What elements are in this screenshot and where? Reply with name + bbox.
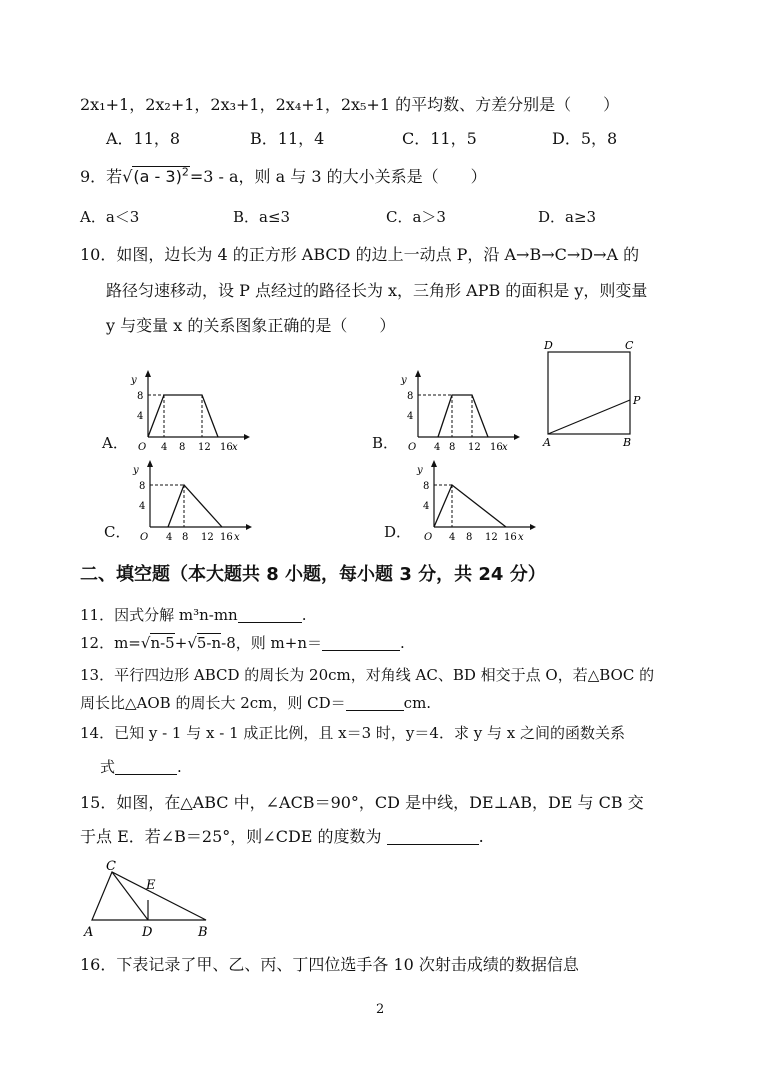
y-tick-4: 4 <box>407 411 414 422</box>
q14-answer-blank[interactable] <box>115 758 177 775</box>
x-tick-16: 16 <box>220 442 233 453</box>
q15-line1: 15．如图，在△ABC 中，∠ACB＝90°，CD 是中线，DE⊥AB，DE 与 CB 交 <box>80 793 644 812</box>
y-tick-8: 8 <box>139 481 146 492</box>
point-p: P <box>633 394 641 407</box>
q10-graph-d <box>406 455 536 545</box>
x-tick-8: 8 <box>179 442 186 453</box>
q13-line2b: cm. <box>403 694 432 712</box>
point-e: E <box>146 878 156 893</box>
q14-line2b: . <box>177 758 182 776</box>
q8-option-b: B．11，4 <box>250 129 325 148</box>
x-tick-4: 4 <box>166 532 173 543</box>
q16-text: 16．下表记录了甲、乙、丙、丁四位选手各 10 次射击成绩的数据信息 <box>80 955 579 974</box>
y-axis-arrow-icon <box>431 460 437 467</box>
q9-option-a: A．a＜3 <box>80 208 140 226</box>
graph-line <box>148 395 218 437</box>
q13-line1: 13．平行四边形 ABCD 的周长为 20cm，对角线 AC、BD 相交于点 O，若△BOC 的 <box>80 666 655 684</box>
y-axis-label: y <box>133 465 139 476</box>
q8-option-a: A．11，8 <box>106 129 181 148</box>
q10-label-d: D． <box>384 523 412 541</box>
y-axis-label: y <box>417 465 423 476</box>
x-tick-8: 8 <box>449 442 456 453</box>
q12-radicand-1: n-5 <box>150 634 175 652</box>
q9-suffix: =3 - a，则 a 与 3 的大小关系是（ ） <box>189 167 487 186</box>
x-axis-label: x <box>232 442 238 453</box>
q14-line2 <box>100 756 182 777</box>
y-tick-4: 4 <box>139 501 146 512</box>
q10-line3: y 与变量 x 的关系图象正确的是（ ） <box>106 316 396 335</box>
q15-triangle-figure <box>80 856 220 938</box>
vertex-b: B <box>623 436 632 449</box>
x-tick-16: 16 <box>504 532 517 543</box>
x-axis-arrow-icon <box>530 524 536 530</box>
x-axis-label: x <box>518 532 524 543</box>
graph-line <box>438 395 488 437</box>
y-axis-arrow-icon <box>145 370 151 377</box>
segment-ap <box>548 400 630 434</box>
q11 <box>80 604 307 625</box>
x-axis-arrow-icon <box>514 434 520 440</box>
q9-radicand-text: (a - 3) <box>133 167 182 186</box>
q8-stem: 2x₁+1，2x₂+1，2x₃+1，2x₄+1，2x₅+1 的平均数、方差分别是（ ） <box>80 95 620 114</box>
y-tick-8: 8 <box>407 391 414 402</box>
q13-line2a: 周长比△AOB 的周长大 2cm，则 CD＝ <box>80 694 346 712</box>
q10-square-figure <box>538 338 648 452</box>
x-tick-4: 4 <box>434 442 441 453</box>
q14-line1: 14．已知 y - 1 与 x - 1 成正比例，且 x＝3 时，y＝4．求 y 与 x 之间的函数关系 <box>80 724 625 742</box>
median-cd <box>112 872 148 920</box>
q12-plus: + <box>174 634 188 652</box>
q15-answer-blank[interactable] <box>387 828 479 845</box>
q9-option-c: C．a＞3 <box>386 208 446 226</box>
radical-sign: √ <box>140 634 151 652</box>
q12-answer-blank[interactable] <box>322 634 400 651</box>
vertex-c: C <box>106 859 116 874</box>
q10-label-a: A． <box>102 434 128 452</box>
q10-graph-b <box>390 365 520 455</box>
q14-line2a: 式 <box>100 758 116 776</box>
graph-line <box>434 485 506 527</box>
x-tick-16: 16 <box>220 532 233 543</box>
x-axis-label: x <box>502 442 508 453</box>
origin-label: O <box>424 532 433 543</box>
q15-line2b: . <box>478 827 484 846</box>
y-axis-arrow-icon <box>147 460 153 467</box>
vertex-a: A <box>84 925 94 938</box>
q11-text: 11．因式分解 m³n-mn <box>80 606 238 624</box>
x-axis-arrow-icon <box>246 524 252 530</box>
graph-line <box>168 485 222 527</box>
q11-answer-blank[interactable] <box>238 606 302 623</box>
q9-radicand <box>132 166 189 186</box>
q12-prefix: 12．m= <box>80 634 141 652</box>
vertex-c: C <box>625 339 634 352</box>
y-tick-8: 8 <box>137 391 144 402</box>
y-tick-4: 4 <box>137 411 144 422</box>
x-tick-4: 4 <box>161 442 168 453</box>
radical-sign: √ <box>122 167 133 186</box>
q9-option-d: D．a≥3 <box>538 208 597 226</box>
y-axis-label: y <box>401 375 407 386</box>
q15-line2a: 于点 E．若∠B＝25°，则∠CDE 的度数为 <box>80 827 382 846</box>
q10-graph-a <box>120 365 250 455</box>
origin-label: O <box>138 442 147 453</box>
square-abcd <box>548 352 630 434</box>
x-tick-16: 16 <box>490 442 503 453</box>
x-tick-12: 12 <box>468 442 481 453</box>
q13-line2 <box>80 692 431 713</box>
y-axis-arrow-icon <box>415 370 421 377</box>
y-tick-8: 8 <box>423 481 430 492</box>
q15-line2 <box>80 824 484 847</box>
origin-label: O <box>140 532 149 543</box>
section-title: 二、填空题（本大题共 8 小题，每小题 3 分，共 24 分） <box>80 564 546 585</box>
q10-label-c: C． <box>104 523 131 541</box>
x-tick-12: 12 <box>201 532 214 543</box>
page-number: 2 <box>376 1002 385 1017</box>
q12-end: . <box>400 634 405 652</box>
q8-option-c: C．11，5 <box>402 129 477 148</box>
q9-power: 2 <box>181 165 189 179</box>
x-axis-arrow-icon <box>244 434 250 440</box>
point-d: D <box>142 925 153 938</box>
x-tick-12: 12 <box>485 532 498 543</box>
q10-line2: 路径匀速移动，设 P 点经过的路径长为 x，三角形 APB 的面积是 y，则变量 <box>106 281 648 300</box>
x-tick-12: 12 <box>198 442 211 453</box>
x-tick-4: 4 <box>449 532 456 543</box>
q10-graph-c <box>122 455 252 545</box>
vertex-d: D <box>544 339 553 352</box>
radical-sign: √ <box>187 634 197 652</box>
q11-end: . <box>301 606 307 624</box>
q13-answer-blank[interactable] <box>346 694 404 711</box>
vertex-a: A <box>543 436 551 449</box>
y-tick-4: 4 <box>423 501 430 512</box>
x-axis-label: x <box>234 532 240 543</box>
q9-stem <box>80 164 487 187</box>
x-tick-8: 8 <box>182 532 189 543</box>
x-tick-8: 8 <box>466 532 473 543</box>
q12 <box>80 632 405 653</box>
y-axis-label: y <box>131 375 137 386</box>
q10-line1: 10．如图，边长为 4 的正方形 ABCD 的边上一动点 P，沿 A→B→C→D→A 的 <box>80 245 640 264</box>
origin-label: O <box>408 442 417 453</box>
q9-prefix: 9．若 <box>80 167 123 186</box>
q10-label-b: B． <box>372 434 399 452</box>
q9-option-b: B．a≤3 <box>233 208 291 226</box>
q12-mid: -8，则 m+n＝ <box>221 634 322 652</box>
q12-radicand-2: 5-n <box>196 634 222 652</box>
q8-option-d: D．5，8 <box>552 129 618 148</box>
vertex-b: B <box>198 925 208 938</box>
